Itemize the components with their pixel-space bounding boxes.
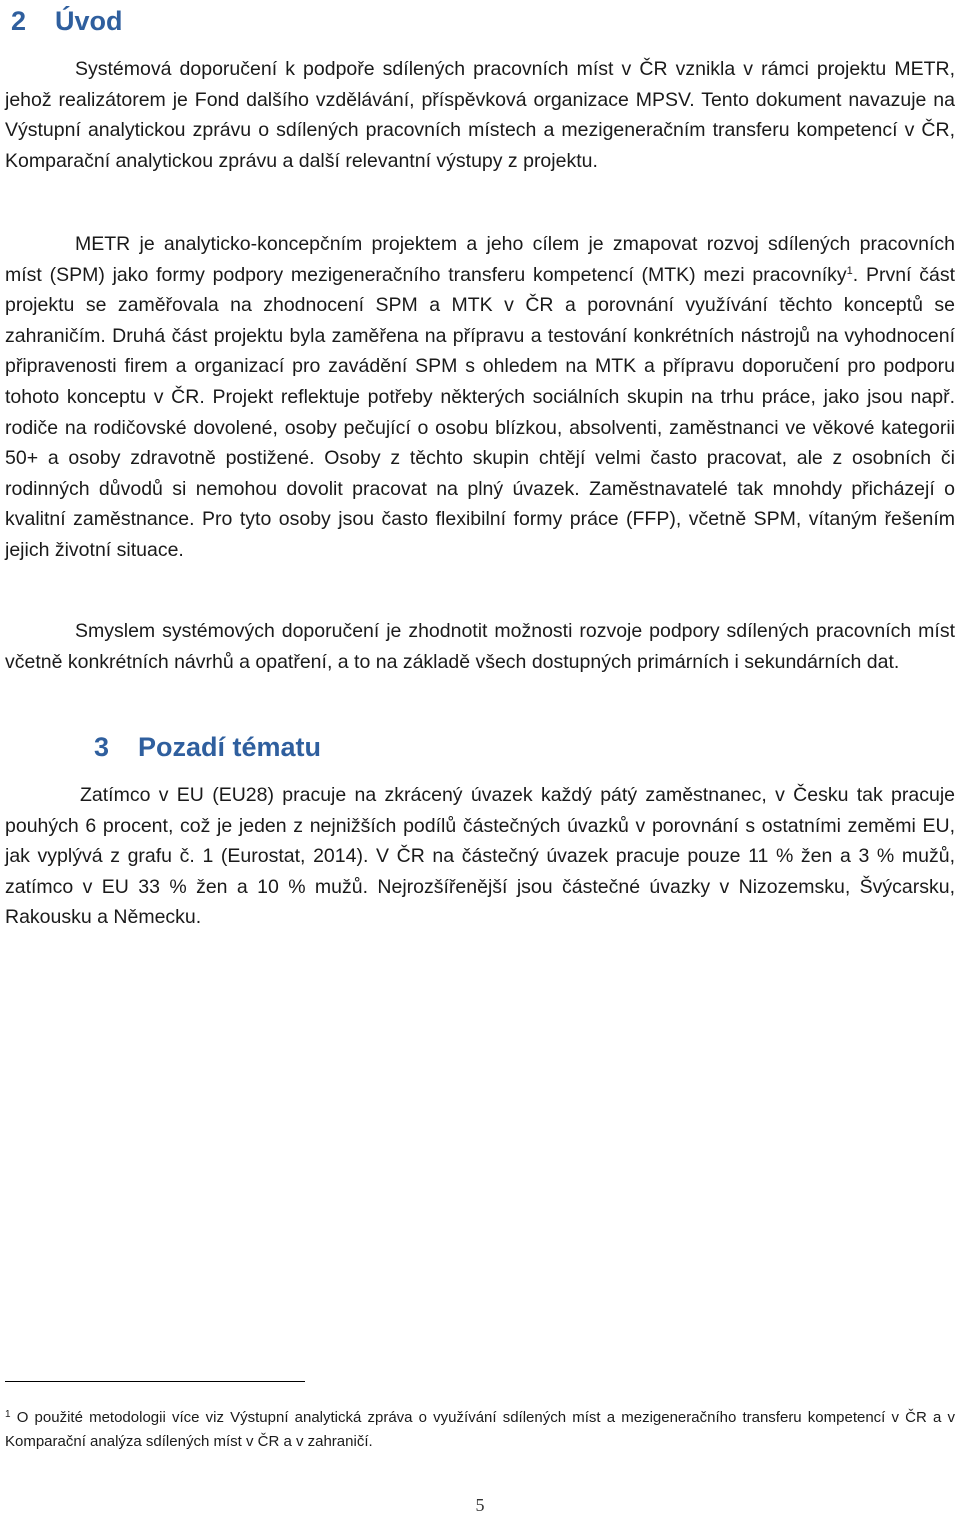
paragraph-metr [5, 229, 955, 566]
section-title: Pozadí tématu [138, 732, 322, 762]
footnote-text: O použité metodologii více viz Výstupní analytická zpráva o využívání sdílených míst a mezigeneračního transferu kompetencí v ČR a v Komparační analýza sdílených míst v ČR a v zahraničí. [5, 1409, 955, 1450]
section-title: Úvod [55, 6, 123, 36]
footnote-number: 1 [5, 1409, 11, 1420]
section-heading-uvod [11, 4, 123, 38]
page-number: 5 [475, 1495, 485, 1515]
paragraph-intro: Systémová doporučení k podpoře sdílených pracovních míst v ČR vznikla v rámci projektu METR, jehož realizátorem je Fond dalšího vzdělávání, příspěvková organizace MPSV. Tento dokument navazuje na Výstupní analytickou zprávu o sdílených pracovních místech a mezigeneračním transferu kompetencí v ČR, Komparační analytickou zprávu a další relevantní výstupy z projektu. [5, 58, 955, 172]
paragraph-metr-part2: . První část projektu se zaměřovala na zhodnocení SPM a MTK v ČR a porovnání využívání těchto konceptů se zahraničím. Druhá část projektu byla zaměřena na přípravu a testování konkrétních nástrojů na vyhodnocení připravenosti firem a organizací pro zavádění SPM s ohledem na MTK a přípravu doporučení pro podporu tohoto konceptu v ČR. Projekt reflektuje potřeby některých sociálních skupin na trhu práce, jako jsou např. rodiče na rodičovské dovolené, osoby pečující o osobu blízkou, absolventi, zaměstnanci ve věkové kategorii 50+ a osoby zdravotně postižené. Osoby z těchto skupin chtějí velmi často pracovat, ale z osobních či rodinných důvodů si nemohou dovolit pracovat na plný úvazek. Zaměstnavatelé tak mnohdy přicházejí o kvalitní zaměstnance. Pro tyto osoby jsou často flexibilní formy práce (FFP), včetně SPM, vítaným řešením jejich životní situace. [5, 263, 955, 561]
paragraph-background: Zatímco v EU (EU28) pracuje na zkrácený úvazek každý pátý zaměstnanec, v Česku tak pracuje pouhých 6 procent, což je jeden z nejnižších podílů částečných úvazků v porovnání s ostatními zeměmi EU, jak vyplývá z grafu č. 1 (Eurostat, 2014). V ČR na částečný úvazek pracuje pouze 11 % žen a 3 % mužů, zatímco v EU 33 % žen a 10 % mužů. Nejrozšířenější jsou částečné úvazky v Nizozemsku, Švýcarsku, Rakousku a Německu. [5, 784, 955, 929]
footnote [5, 1406, 955, 1454]
section-number: 3 [94, 732, 110, 762]
footnote-reference[interactable]: 1 [846, 264, 853, 277]
paragraph-purpose: Smyslem systémových doporučení je zhodnotit možnosti rozvoje podpory sdílených pracovních míst včetně konkrétních návrhů a opatření, a to na základě všech dostupných primárních i sekundárních dat. [5, 620, 955, 673]
section-number: 2 [11, 6, 27, 36]
section-heading-pozadi [94, 730, 321, 764]
footnote-divider [5, 1381, 305, 1382]
paragraph-metr-part1: METR je analyticko-koncepčním projektem a jeho cílem je zmapovat rozvoj sdílených pracovních míst (SPM) jako formy podpory mezigeneračního transferu kompetencí (MTK) mezi pracovníky [5, 233, 955, 286]
